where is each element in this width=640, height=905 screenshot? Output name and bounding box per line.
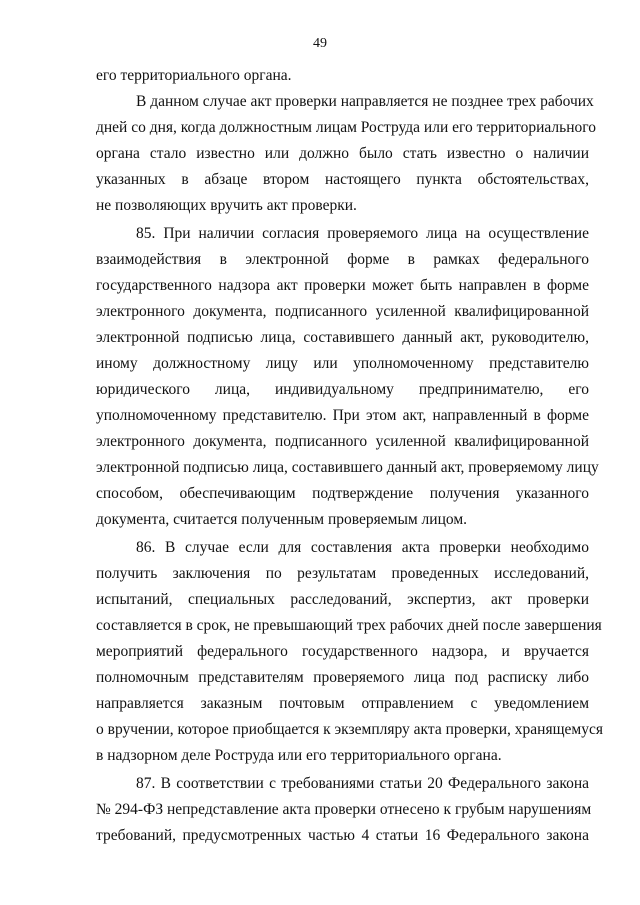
text-line: 86. В случае если для составления акта проверки необходимо xyxy=(136,539,589,556)
text-line: не позволяющих вручить акт проверки. xyxy=(96,197,357,214)
text-line: органа стало известно или должно было стать известно о наличии xyxy=(96,145,589,162)
text-line: в надзорном деле Роструда или его территориального органа. xyxy=(96,747,502,764)
text-line: уполномоченному представителю. При этом акт, направленный в форме xyxy=(96,407,589,424)
text-line: направляется заказным почтовым отправлением с уведомлением xyxy=(96,695,589,712)
text-line: электронной подписью лица, составившего данный акт, руководителю, xyxy=(96,329,589,346)
text-line: 85. При наличии согласия проверяемого лица на осуществление xyxy=(136,225,589,242)
text-line: В данном случае акт проверки направляется не позднее трех рабочих xyxy=(136,93,594,110)
text-line: электронного документа, подписанного усиленной квалифицированной xyxy=(96,303,589,320)
text-line: испытаний, специальных расследований, экспертиз, акт проверки xyxy=(96,591,589,608)
text-line: полномочным представителям проверяемого лица под расписку либо xyxy=(96,669,589,686)
page-number: 49 xyxy=(313,36,327,51)
text-line: документа, считается полученным проверяемым лицом. xyxy=(96,511,468,528)
text-line: дней со дня, когда должностным лицам Роструда или его территориального xyxy=(96,119,597,136)
text-line: составляется в срок, не превышающий трех рабочих дней после завершения xyxy=(96,617,602,634)
text-line: иному должностному лицу или уполномоченному представителю xyxy=(96,355,589,372)
text-line: о вручении, которое приобщается к экземпляру акта проверки, хранящемуся xyxy=(96,721,603,738)
text-line: требований, предусмотренных частью 4 статьи 16 Федерального закона xyxy=(96,827,589,844)
text-line: № 294-ФЗ непредставление акта проверки отнесено к грубым нарушениям xyxy=(96,801,592,818)
text-line: мероприятий федерального государственного надзора, и вручается xyxy=(96,643,589,660)
text-line: электронной подписью лица, составившего данный акт, проверяемому лицу xyxy=(96,459,599,476)
text-line: электронного документа, подписанного усиленной квалифицированной xyxy=(96,433,589,450)
text-line: указанных в абзаце втором настоящего пункта обстоятельствах, xyxy=(96,171,589,188)
text-line: юридического лица, индивидуальному предпринимателю, его xyxy=(96,381,589,398)
text-line: взаимодействия в электронной форме в рамках федерального xyxy=(96,251,589,268)
text-line: 87. В соответствии с требованиями статьи 20 Федерального закона xyxy=(136,775,589,792)
text-line: способом, обеспечивающим подтверждение получения указанного xyxy=(96,485,589,502)
text-line: его территориального органа. xyxy=(96,67,292,84)
text-line: получить заключения по результатам проведенных исследований, xyxy=(96,565,589,582)
text-line: государственного надзора акт проверки может быть направлен в форме xyxy=(96,277,589,294)
